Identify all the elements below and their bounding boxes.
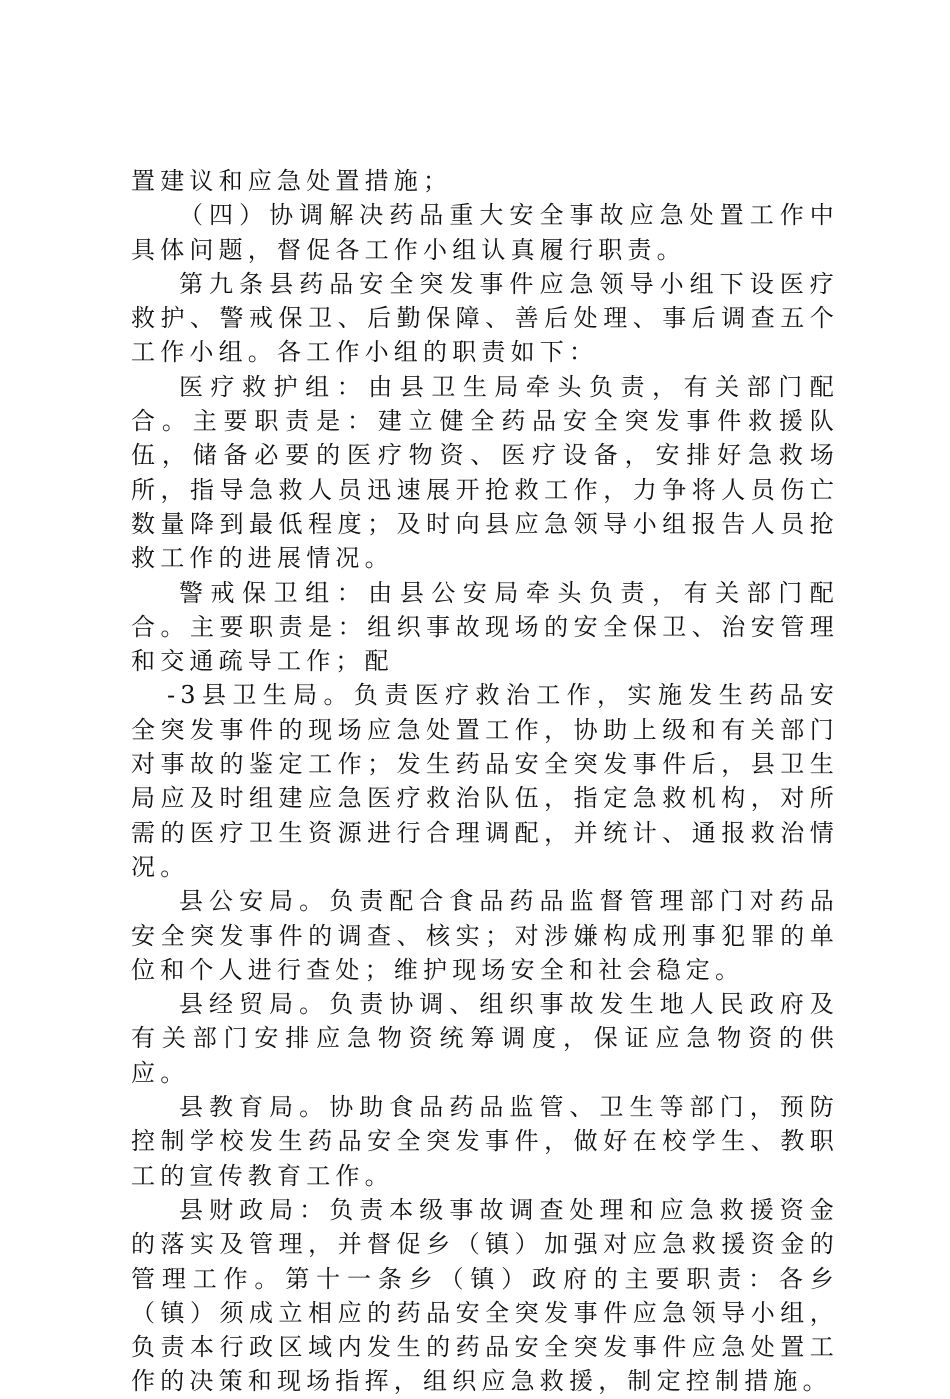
paragraph-article-nine: 第九条县药品安全突发事件应急领导小组下设医疗救护、警戒保卫、后勤保障、善后处理、事后调查五个工作小组。各工作小组的职责如下： xyxy=(131,269,839,367)
document-body xyxy=(131,164,839,1399)
paragraph-economic-trade-bureau: 县经贸局。负责协调、组织事故发生地人民政府及有关部门安排应急物资统筹调度，保证应急物资的供应。 xyxy=(131,990,839,1087)
paragraph-medical-rescue-group: 医疗救护组：由县卫生局牵头负责，有关部门配合。主要职责是：建立健全药品安全突发事件救援队伍，储备必要的医疗物资、医疗设备，安排好急救场所，指导急救人员迅速展开抢救工作，力争将人员伤亡数量降到最低程度；及时向县应急领导小组报告人员抢救工作的进展情况。 xyxy=(131,372,839,573)
paragraph-continuation: 置建议和应急处置措施； xyxy=(131,167,453,195)
paragraph-security-group: 警戒保卫组：由县公安局牵头负责，有关部门配合。主要职责是：组织事故现场的安全保卫、治安管理和交通疏导工作；配 xyxy=(131,578,839,676)
paragraph-health-bureau: -3县卫生局。负责医疗救治工作，实施发生药品安全突发事件的现场应急处置工作，协助上级和有关部门对事故的鉴定工作；发生药品安全突发事件后，县卫生局应及时组建应急医疗救治队伍，指定急救机构，对所需的医疗卫生资源进行合理调配，并统计、通报救治情况。 xyxy=(131,681,839,881)
paragraph-finance-bureau: 县财政局：负责本级事故调查处理和应急救援资金的落实及管理，并督促乡（镇）加强对应急救援资金的管理工作。第十一条乡（镇）政府的主要职责：各乡（镇）须成立相应的药品安全突发事件应急领导小组，负责本行政区域内发生的药品安全突发事件应急处置工作的决策和现场指挥，组织应急救援，制定控制措施。 xyxy=(131,1195,839,1396)
paragraph-public-security-bureau: 县公安局。负责配合食品药品监督管理部门对药品安全突发事件的调查、核实；对涉嫌构成刑事犯罪的单位和个人进行查处；维护现场安全和社会稳定。 xyxy=(131,887,839,984)
paragraph-item-four: （四）协调解决药品重大安全事故应急处置工作中具体问题，督促各工作小组认真履行职责。 xyxy=(131,201,839,264)
paragraph-education-bureau: 县教育局。协助食品药品监管、卫生等部门，预防控制学校发生药品安全突发事件，做好在校学生、教职工的宣传教育工作。 xyxy=(131,1093,839,1190)
